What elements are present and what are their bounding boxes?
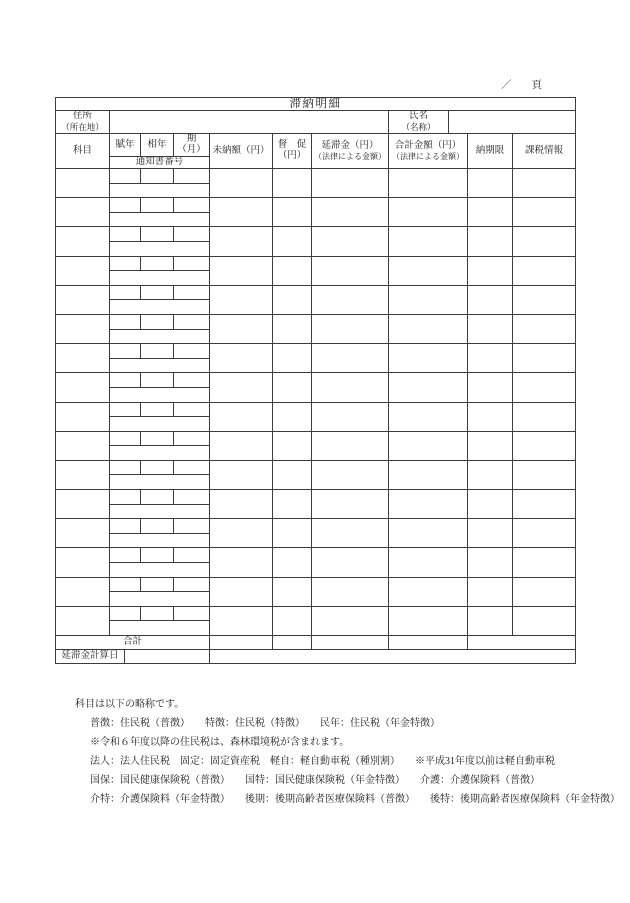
- col-header-total-amount-line2: （法律による金額）: [392, 151, 464, 161]
- cell-subject: [56, 490, 110, 519]
- cell-total-amount: [389, 344, 468, 373]
- table-row: [56, 548, 576, 563]
- cell-demand: [273, 431, 312, 460]
- cell-tax-info: [513, 606, 576, 635]
- cell-due-date: [468, 227, 513, 256]
- cell-notice-number: [110, 446, 210, 461]
- cell-demand: [273, 577, 312, 606]
- footnote-line: 介特：介護保険料（年金特徴） 後期：後期高齢者医療保険料（普徴） 後特：後期高齢者医療保険料（年金特徴）: [90, 794, 620, 805]
- cell-corresponding-year: [141, 490, 174, 505]
- cell-notice-number: [110, 329, 210, 344]
- cell-unpaid-amount: [210, 606, 273, 635]
- table-row: [56, 285, 576, 300]
- cell-subject: [56, 256, 110, 285]
- cell-late-fee: [312, 198, 389, 227]
- table-row: [56, 256, 576, 271]
- cell-tax-info: [513, 548, 576, 577]
- cell-unpaid-amount: [210, 285, 273, 314]
- col-header-period-month: 期（月）: [174, 134, 210, 157]
- name-label: [389, 111, 449, 134]
- address-label-line1: 住所: [72, 111, 92, 121]
- cell-tax-info: [513, 577, 576, 606]
- table-row: [56, 402, 576, 417]
- cell-total-amount: [389, 606, 468, 635]
- cell-unpaid-amount: [210, 227, 273, 256]
- cell-subject: [56, 519, 110, 548]
- cell-levy-year: [110, 256, 141, 271]
- cell-due-date: [468, 606, 513, 635]
- name-label-line2: （名称）: [401, 122, 436, 132]
- cell-corresponding-year: [141, 548, 174, 563]
- table-row: [56, 460, 576, 475]
- col-header-due-date: 納期限: [468, 134, 513, 169]
- total-label: 合計: [56, 636, 210, 650]
- cell-period-month: [174, 198, 210, 213]
- cell-unpaid-amount: [210, 169, 273, 198]
- col-header-demand: [273, 134, 312, 169]
- cell-tax-info: [513, 431, 576, 460]
- cell-demand: [273, 344, 312, 373]
- cell-due-date: [468, 490, 513, 519]
- col-header-late-fee: [312, 134, 389, 169]
- col-header-levy-year: 賦年: [110, 134, 141, 157]
- footnote-line: 法人：法人住民税 固定：固定資産税 軽自：軽自動車税（種別割） ※平成31年度以前は軽自動車税: [90, 756, 555, 767]
- address-label: [56, 111, 110, 134]
- cell-tax-info: [513, 169, 576, 198]
- cell-tax-info: [513, 460, 576, 489]
- cell-late-fee: [312, 285, 389, 314]
- cell-subject: [56, 169, 110, 198]
- table-head-block: [55, 97, 576, 134]
- cell-period-month: [174, 402, 210, 417]
- table-row: [56, 314, 576, 329]
- cell-total-amount: [389, 198, 468, 227]
- cell-period-month: [174, 285, 210, 300]
- cell-levy-year: [110, 198, 141, 213]
- cell-late-fee: [312, 519, 389, 548]
- col-header-corresponding-year: 相年: [141, 134, 174, 157]
- cell-total-amount: [389, 256, 468, 285]
- cell-unpaid-amount: [210, 460, 273, 489]
- cell-late-fee: [312, 227, 389, 256]
- table-row: [56, 577, 576, 592]
- cell-tax-info: [513, 314, 576, 343]
- address-label-line2: （所在地）: [61, 122, 104, 132]
- cell-corresponding-year: [141, 227, 174, 242]
- cell-due-date: [468, 431, 513, 460]
- cell-corresponding-year: [141, 256, 174, 271]
- cell-due-date: [468, 198, 513, 227]
- cell-subject: [56, 548, 110, 577]
- col-header-total-amount-line1: 合計金額（円）: [394, 140, 462, 151]
- cell-unpaid-amount: [210, 402, 273, 431]
- cell-unpaid-amount: [210, 577, 273, 606]
- cell-due-date: [468, 169, 513, 198]
- total-amount-cell: [389, 636, 468, 650]
- cell-tax-info: [513, 373, 576, 402]
- table-row: [56, 198, 576, 213]
- cell-notice-number: [110, 592, 210, 607]
- cell-demand: [273, 198, 312, 227]
- cell-subject: [56, 577, 110, 606]
- cell-corresponding-year: [141, 460, 174, 475]
- cell-subject: [56, 198, 110, 227]
- col-header-tax-info: 課税情報: [513, 134, 576, 169]
- cell-levy-year: [110, 285, 141, 300]
- cell-corresponding-year: [141, 606, 174, 621]
- name-label-line1: 氏名: [408, 111, 428, 121]
- cell-demand: [273, 402, 312, 431]
- cell-notice-number: [110, 533, 210, 548]
- cell-corresponding-year: [141, 519, 174, 534]
- cell-due-date: [468, 548, 513, 577]
- col-header-demand-line1: 督 促: [277, 140, 307, 150]
- cell-subject: [56, 314, 110, 343]
- col-header-late-fee-line1: 延滞金（円）: [321, 140, 379, 151]
- cell-levy-year: [110, 431, 141, 446]
- col-header-notice-number: 通知書番号: [110, 157, 210, 169]
- cell-due-date: [468, 285, 513, 314]
- cell-total-amount: [389, 431, 468, 460]
- total-due-tax-cell: [468, 636, 576, 650]
- table-main-grid: [55, 133, 576, 650]
- cell-demand: [273, 606, 312, 635]
- cell-notice-number: [110, 212, 210, 227]
- cell-tax-info: [513, 285, 576, 314]
- table-row: [56, 606, 576, 621]
- cell-total-amount: [389, 519, 468, 548]
- table-row: [56, 519, 576, 534]
- cell-tax-info: [513, 227, 576, 256]
- cell-total-amount: [389, 373, 468, 402]
- cell-notice-number: [110, 504, 210, 519]
- cell-corresponding-year: [141, 373, 174, 388]
- cell-total-amount: [389, 577, 468, 606]
- cell-levy-year: [110, 460, 141, 475]
- cell-corresponding-year: [141, 402, 174, 417]
- cell-period-month: [174, 460, 210, 475]
- page-indicator: [501, 77, 542, 92]
- col-header-total-amount: [389, 134, 468, 169]
- cell-unpaid-amount: [210, 198, 273, 227]
- cell-subject: [56, 606, 110, 635]
- cell-notice-number: [110, 563, 210, 578]
- cell-levy-year: [110, 314, 141, 329]
- cell-corresponding-year: [141, 169, 174, 184]
- cell-subject: [56, 402, 110, 431]
- cell-demand: [273, 285, 312, 314]
- cell-period-month: [174, 519, 210, 534]
- cell-period-month: [174, 256, 210, 271]
- late-fee-calc-date-value-cell: [125, 650, 210, 664]
- cell-unpaid-amount: [210, 431, 273, 460]
- table-row: [56, 227, 576, 242]
- cell-late-fee: [312, 256, 389, 285]
- col-header-demand-line2: （円）: [277, 151, 307, 161]
- cell-total-amount: [389, 548, 468, 577]
- name-value-cell: [449, 111, 576, 134]
- total-unpaid-cell: [210, 636, 273, 650]
- cell-tax-info: [513, 344, 576, 373]
- cell-period-month: [174, 490, 210, 505]
- cell-unpaid-amount: [210, 548, 273, 577]
- cell-late-fee: [312, 169, 389, 198]
- cell-unpaid-amount: [210, 519, 273, 548]
- cell-period-month: [174, 314, 210, 329]
- cell-total-amount: [389, 460, 468, 489]
- cell-late-fee: [312, 344, 389, 373]
- cell-notice-number: [110, 417, 210, 432]
- cell-period-month: [174, 548, 210, 563]
- cell-period-month: [174, 227, 210, 242]
- col-header-unpaid-amount: 未納額（円）: [210, 134, 273, 169]
- cell-unpaid-amount: [210, 256, 273, 285]
- cell-notice-number: [110, 621, 210, 636]
- cell-late-fee: [312, 606, 389, 635]
- cell-notice-number: [110, 271, 210, 286]
- table-row: [56, 169, 576, 184]
- cell-total-amount: [389, 227, 468, 256]
- cell-levy-year: [110, 344, 141, 359]
- page-number-slash: ／: [501, 80, 512, 91]
- page-label: 頁: [531, 80, 542, 91]
- cell-subject: [56, 344, 110, 373]
- total-demand-cell: [273, 636, 312, 650]
- cell-tax-info: [513, 519, 576, 548]
- cell-unpaid-amount: [210, 314, 273, 343]
- cell-total-amount: [389, 285, 468, 314]
- address-row: [56, 111, 576, 134]
- cell-late-fee: [312, 314, 389, 343]
- cell-unpaid-amount: [210, 344, 273, 373]
- cell-levy-year: [110, 402, 141, 417]
- cell-late-fee: [312, 548, 389, 577]
- cell-levy-year: [110, 519, 141, 534]
- table-row: [56, 431, 576, 446]
- cell-demand: [273, 169, 312, 198]
- table-row: [56, 373, 576, 388]
- total-row: [56, 636, 576, 650]
- cell-corresponding-year: [141, 577, 174, 592]
- cell-unpaid-amount: [210, 490, 273, 519]
- footnote-abbreviation-list: [90, 714, 620, 809]
- cell-demand: [273, 256, 312, 285]
- table-title: 滞納明細: [56, 98, 576, 111]
- cell-period-month: [174, 169, 210, 184]
- cell-late-fee: [312, 490, 389, 519]
- cell-due-date: [468, 344, 513, 373]
- cell-levy-year: [110, 373, 141, 388]
- cell-period-month: [174, 431, 210, 446]
- cell-levy-year: [110, 227, 141, 242]
- cell-period-month: [174, 606, 210, 621]
- table-calc-date: [55, 649, 576, 664]
- cell-levy-year: [110, 606, 141, 621]
- cell-notice-number: [110, 241, 210, 256]
- delinquency-detail-table: [55, 97, 575, 664]
- cell-total-amount: [389, 490, 468, 519]
- cell-demand: [273, 548, 312, 577]
- cell-unpaid-amount: [210, 373, 273, 402]
- cell-demand: [273, 519, 312, 548]
- cell-demand: [273, 314, 312, 343]
- cell-total-amount: [389, 169, 468, 198]
- cell-late-fee: [312, 402, 389, 431]
- cell-corresponding-year: [141, 285, 174, 300]
- cell-late-fee: [312, 577, 389, 606]
- late-fee-calc-date-row: [56, 650, 576, 664]
- cell-late-fee: [312, 373, 389, 402]
- cell-notice-number: [110, 358, 210, 373]
- cell-period-month: [174, 577, 210, 592]
- total-late-fee-cell: [312, 636, 389, 650]
- cell-due-date: [468, 373, 513, 402]
- cell-subject: [56, 227, 110, 256]
- cell-levy-year: [110, 548, 141, 563]
- cell-levy-year: [110, 577, 141, 592]
- cell-notice-number: [110, 183, 210, 198]
- footnote-line: ※令和６年度以降の住民税は、森林環境税が含まれます。: [90, 737, 350, 748]
- cell-late-fee: [312, 431, 389, 460]
- late-fee-calc-date-label: 延滞金計算日: [56, 650, 125, 664]
- header-row-top: [56, 134, 576, 157]
- table-row: [56, 490, 576, 505]
- cell-due-date: [468, 314, 513, 343]
- title-row: [56, 98, 576, 111]
- cell-due-date: [468, 519, 513, 548]
- cell-subject: [56, 460, 110, 489]
- cell-total-amount: [389, 314, 468, 343]
- table-row: [56, 344, 576, 359]
- cell-notice-number: [110, 475, 210, 490]
- cell-tax-info: [513, 256, 576, 285]
- cell-due-date: [468, 460, 513, 489]
- cell-corresponding-year: [141, 314, 174, 329]
- cell-corresponding-year: [141, 198, 174, 213]
- cell-notice-number: [110, 387, 210, 402]
- cell-notice-number: [110, 300, 210, 315]
- late-fee-calc-date-extra-cell: [210, 650, 576, 664]
- footnotes: [75, 695, 620, 809]
- col-header-late-fee-line2: （法律による金額）: [314, 151, 386, 161]
- cell-levy-year: [110, 490, 141, 505]
- cell-due-date: [468, 402, 513, 431]
- cell-total-amount: [389, 402, 468, 431]
- cell-levy-year: [110, 169, 141, 184]
- cell-demand: [273, 373, 312, 402]
- footnote-line: 国保：国民健康保険税（普徴） 国特：国民健康保険税（年金特徴） 介護：介護保険料（普徴）: [90, 775, 540, 786]
- col-header-subject: 科目: [56, 134, 110, 169]
- cell-due-date: [468, 256, 513, 285]
- cell-subject: [56, 431, 110, 460]
- cell-tax-info: [513, 402, 576, 431]
- cell-due-date: [468, 577, 513, 606]
- cell-subject: [56, 373, 110, 402]
- cell-demand: [273, 227, 312, 256]
- cell-demand: [273, 490, 312, 519]
- cell-period-month: [174, 344, 210, 359]
- cell-corresponding-year: [141, 344, 174, 359]
- address-value-cell: [110, 111, 389, 134]
- cell-corresponding-year: [141, 431, 174, 446]
- cell-late-fee: [312, 460, 389, 489]
- cell-tax-info: [513, 490, 576, 519]
- cell-demand: [273, 460, 312, 489]
- cell-period-month: [174, 373, 210, 388]
- cell-subject: [56, 285, 110, 314]
- footnote-intro: 科目は以下の略称です。: [75, 699, 185, 710]
- footnote-line: 普徴：住民税（普徴） 特徴：住民税（特徴） 民年：住民税（年金特徴）: [90, 718, 440, 729]
- cell-tax-info: [513, 198, 576, 227]
